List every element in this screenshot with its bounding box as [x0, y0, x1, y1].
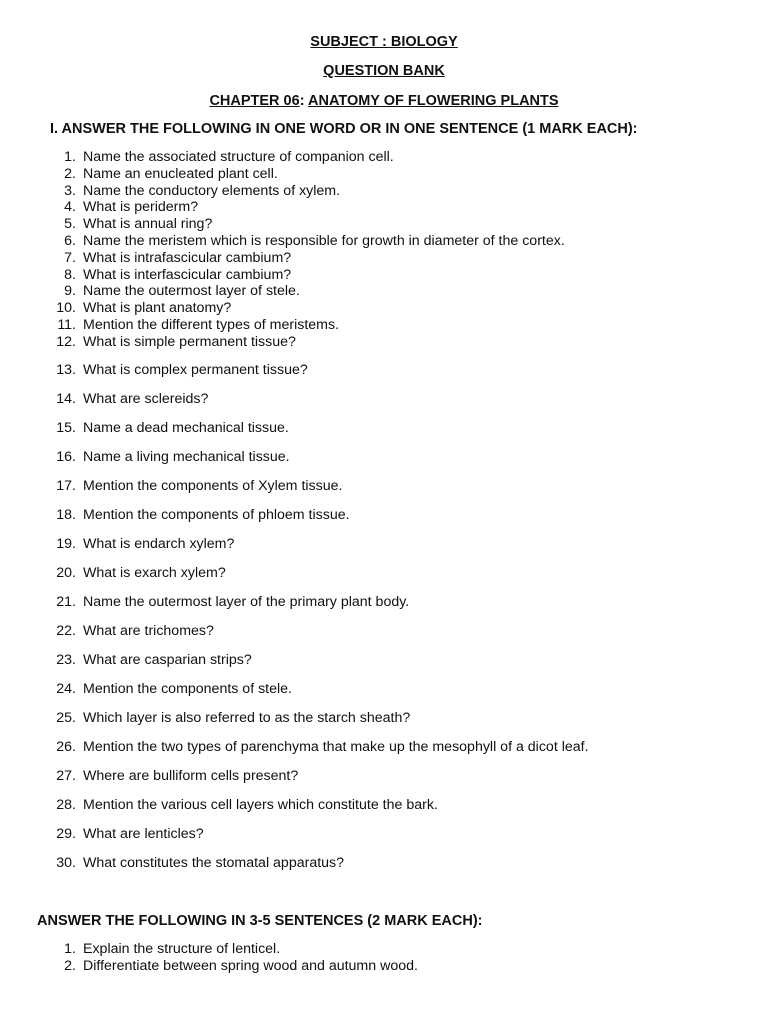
section-2-question-2	[0, 958, 768, 975]
question-text: Explain the structure of lenticel.	[83, 941, 281, 957]
question-number: 1.	[64, 941, 76, 957]
question-text: Mention the two types of parenchyma that make up the mesophyll of a dicot leaf.	[83, 739, 589, 755]
question-number: 10.	[56, 300, 76, 317]
question-text: What is complex permanent tissue?	[83, 362, 308, 378]
section-1-question-20	[0, 565, 768, 582]
chapter-line	[0, 92, 768, 110]
question-text: What is plant anatomy?	[83, 300, 232, 317]
question-text: What is endarch xylem?	[83, 536, 235, 552]
section-1-question-13	[0, 362, 768, 379]
chapter-separator: :	[299, 93, 309, 109]
section-1-question-7	[0, 250, 768, 267]
section-1-question-6	[0, 233, 768, 250]
question-number: 9.	[64, 283, 76, 300]
question-text: Name the meristem which is responsible for growth in diameter of the cortex.	[83, 233, 565, 249]
section-1-question-5	[0, 216, 768, 233]
question-number: 13.	[56, 362, 76, 378]
section-1-question-15	[0, 420, 768, 437]
section-1-question-25	[0, 710, 768, 727]
document-title: QUESTION BANK	[323, 63, 445, 79]
question-number: 29.	[56, 826, 76, 842]
question-text: What is exarch xylem?	[83, 565, 226, 581]
section-1-question-1	[0, 149, 768, 166]
question-number: 18.	[56, 507, 76, 523]
question-number: 1.	[64, 149, 76, 165]
question-number: 26.	[56, 739, 76, 755]
section-1-question-14	[0, 391, 768, 408]
question-text: What constitutes the stomatal apparatus?	[83, 855, 345, 871]
subject-line	[0, 33, 768, 51]
question-number: 11.	[57, 317, 76, 333]
section-1-question-10	[0, 300, 768, 317]
question-number: 2.	[64, 958, 76, 974]
section-1-question-24	[0, 681, 768, 698]
question-text: Name the conductory elements of xylem.	[83, 182, 341, 199]
section-1-question-21	[0, 594, 768, 611]
question-text: What is simple permanent tissue?	[83, 333, 296, 350]
section-1-question-18	[0, 507, 768, 524]
section-1-question-26	[0, 739, 768, 756]
question-text: What are casparian strips?	[83, 652, 252, 668]
question-text: Name a living mechanical tissue.	[83, 449, 290, 465]
question-number: 5.	[64, 216, 76, 233]
question-number: 27.	[56, 768, 76, 784]
question-number: 17.	[56, 478, 76, 494]
section-1-question-23	[0, 652, 768, 669]
section-1-question-29	[0, 826, 768, 843]
title-line	[0, 62, 768, 80]
section-1-question-11	[0, 317, 768, 334]
section-1-heading: I. ANSWER THE FOLLOWING IN ONE WORD OR IN ONE SENTENCE (1 MARK EACH):	[50, 121, 638, 137]
question-number: 20.	[56, 565, 76, 581]
subject-text: SUBJECT : BIOLOGY	[310, 34, 458, 50]
question-number: 2.	[64, 165, 76, 182]
question-number: 14.	[56, 391, 76, 407]
question-text: What is periderm?	[83, 199, 199, 216]
question-number: 12.	[56, 333, 76, 350]
question-text: Name a dead mechanical tissue.	[83, 420, 289, 436]
question-text: What is intrafascicular cambium?	[83, 249, 292, 266]
question-number: 4.	[64, 199, 76, 216]
question-text: What is annual ring?	[83, 216, 213, 233]
chapter-number: CHAPTER 06	[209, 93, 300, 109]
question-text: Name the outermost layer of stele.	[83, 283, 300, 300]
section-2-question-1	[0, 941, 768, 958]
question-number: 21.	[56, 594, 76, 610]
question-number: 7.	[64, 249, 76, 266]
question-text: Mention the components of stele.	[83, 681, 292, 697]
question-text: Name the outermost layer of the primary plant body.	[83, 594, 410, 610]
section-1-question-2	[0, 166, 768, 183]
question-text: What is interfascicular cambium?	[83, 266, 292, 283]
question-number: 16.	[56, 449, 76, 465]
question-number: 3.	[64, 182, 76, 199]
section-2-heading: ANSWER THE FOLLOWING IN 3-5 SENTENCES (2 MARK EACH):	[37, 913, 483, 929]
question-number: 30.	[56, 855, 76, 871]
question-text: What are lenticles?	[83, 826, 204, 842]
section-1-question-12	[0, 334, 768, 351]
question-number: 15.	[56, 420, 76, 436]
section-1-question-8	[0, 267, 768, 284]
question-number: 8.	[64, 266, 76, 283]
question-number: 24.	[56, 681, 76, 697]
chapter-title: ANATOMY OF FLOWERING PLANTS	[308, 93, 559, 109]
section-1-question-28	[0, 797, 768, 814]
section-1-question-17	[0, 478, 768, 495]
question-text: Mention the different types of meristems.	[83, 317, 340, 333]
question-number: 19.	[56, 536, 76, 552]
section-1-question-30	[0, 855, 768, 872]
question-text: Name the associated structure of companion cell.	[83, 149, 394, 165]
section-1-question-4	[0, 199, 768, 216]
section-1-question-3	[0, 183, 768, 200]
question-text: Mention the various cell layers which constitute the bark.	[83, 797, 438, 813]
section-1-question-19	[0, 536, 768, 553]
section-1-question-16	[0, 449, 768, 466]
question-number: 22.	[56, 623, 76, 639]
question-number: 25.	[56, 710, 76, 726]
section-1-question-22	[0, 623, 768, 640]
question-number: 23.	[56, 652, 76, 668]
question-text: What are sclereids?	[83, 391, 209, 407]
question-text: Where are bulliform cells present?	[83, 768, 299, 784]
question-number: 6.	[64, 233, 76, 249]
question-text: Mention the components of Xylem tissue.	[83, 478, 343, 494]
section-1-question-9	[0, 283, 768, 300]
question-text: Name an enucleated plant cell.	[83, 165, 278, 182]
section-1-question-27	[0, 768, 768, 785]
question-text: Differentiate between spring wood and autumn wood.	[83, 958, 418, 974]
question-number: 28.	[56, 797, 76, 813]
question-text: Mention the components of phloem tissue.	[83, 507, 350, 523]
question-text: What are trichomes?	[83, 623, 214, 639]
question-text: Which layer is also referred to as the starch sheath?	[83, 710, 411, 726]
